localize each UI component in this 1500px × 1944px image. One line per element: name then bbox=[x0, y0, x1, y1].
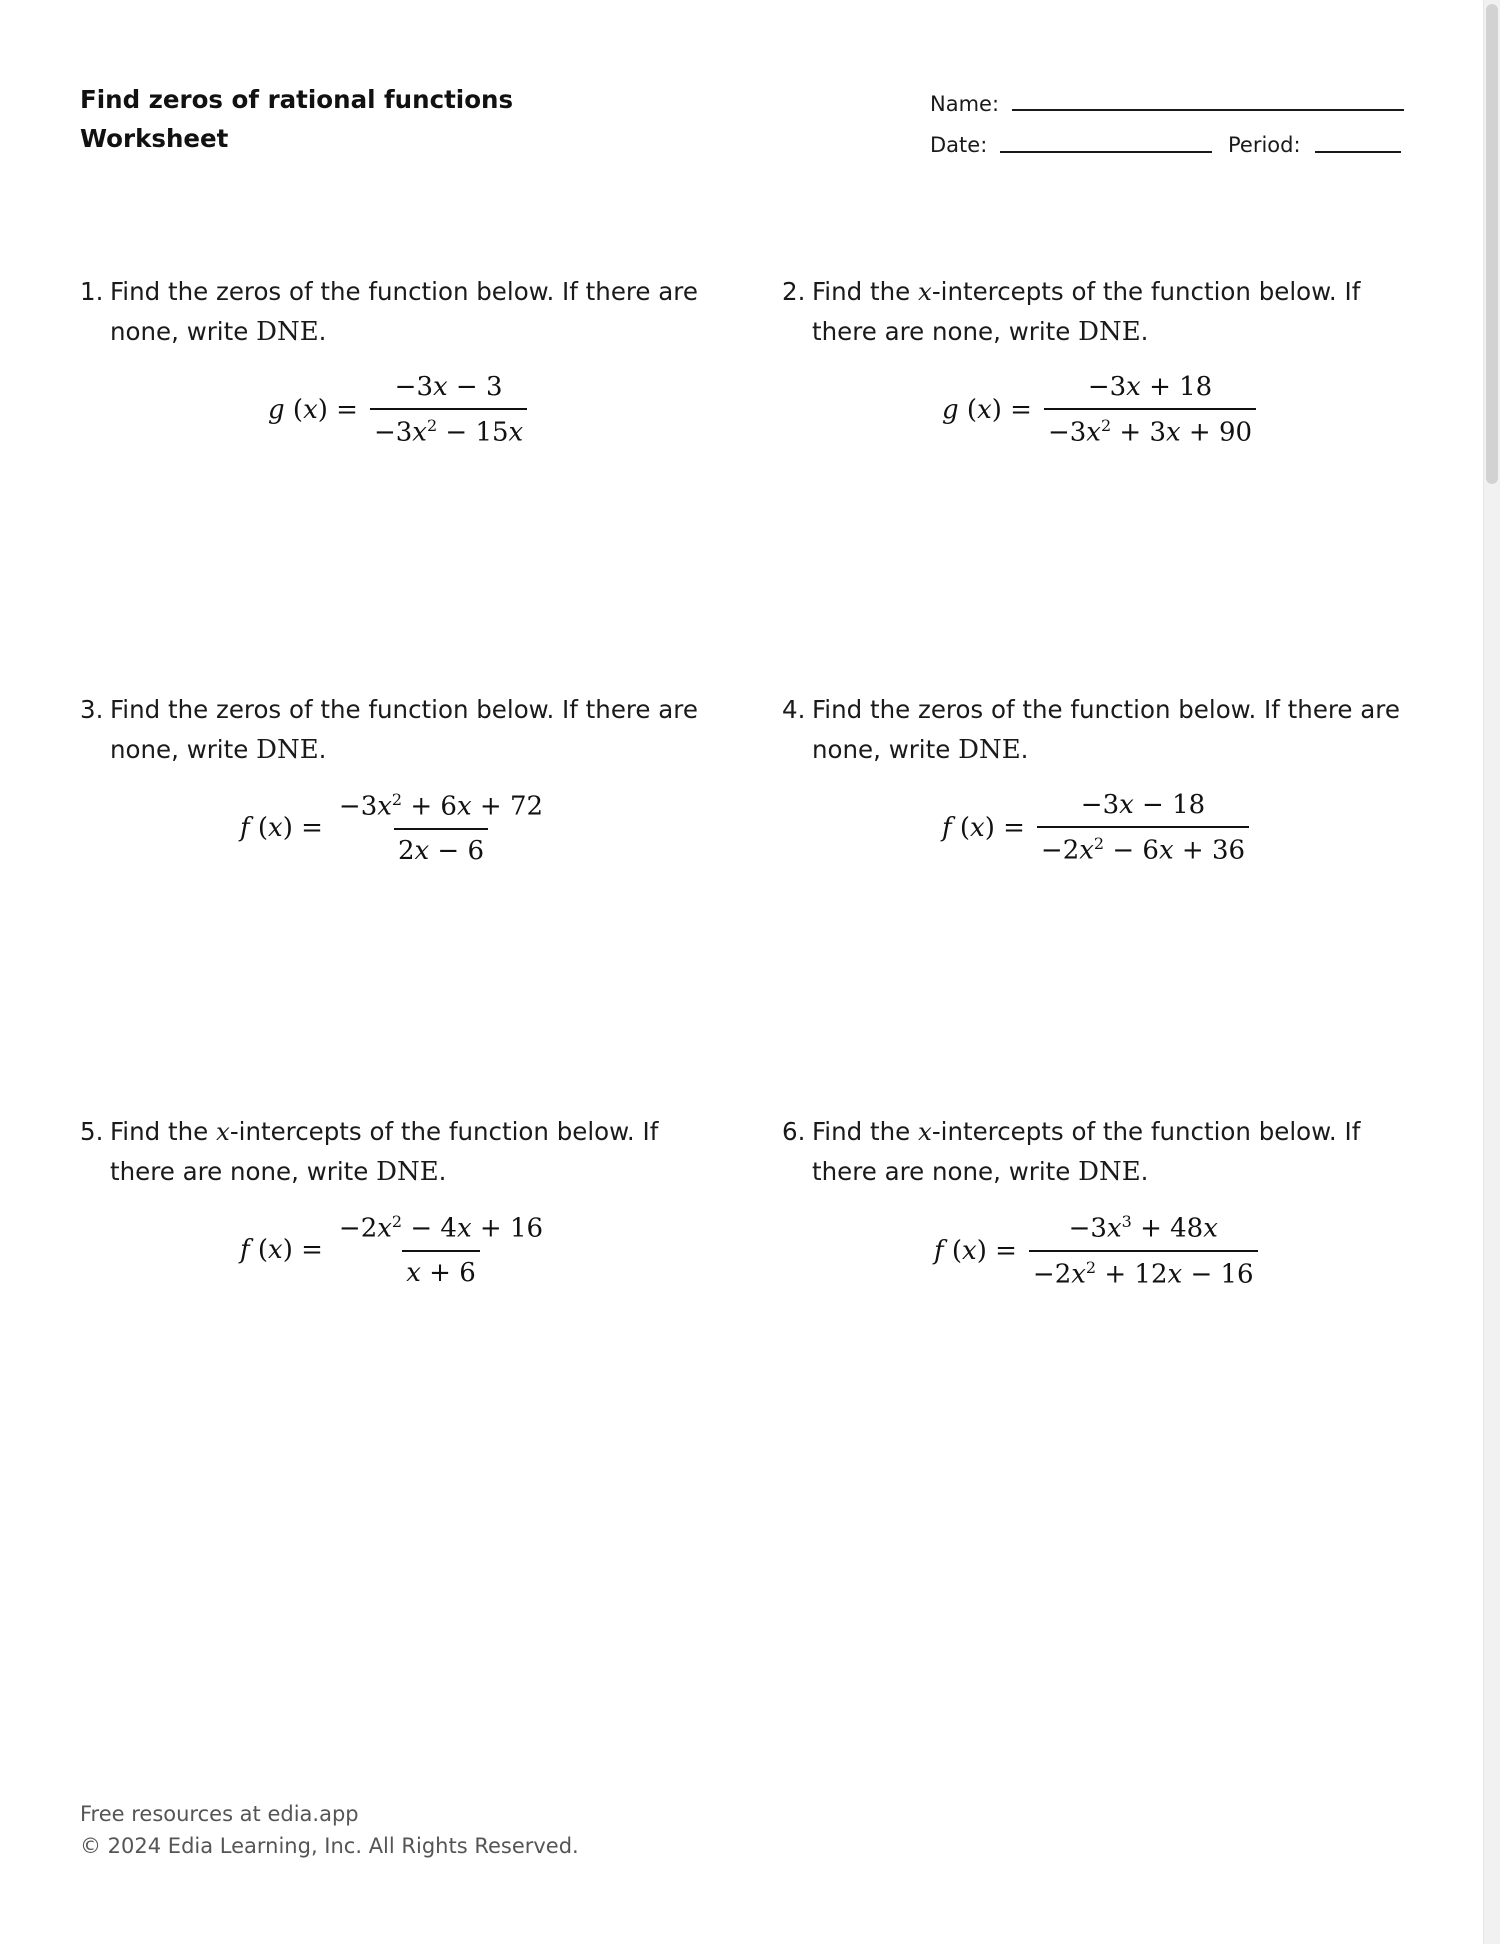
name-label: Name: bbox=[930, 92, 1000, 116]
problem-prompt: Find the zeros of the function below. If there are none, write DNE. bbox=[110, 277, 698, 347]
footer-copyright: © 2024 Edia Learning, Inc. All Rights Reserved. bbox=[80, 1834, 579, 1858]
date-field[interactable] bbox=[1000, 151, 1212, 153]
problem-5 bbox=[80, 1112, 700, 1192]
worksheet-title: Find zeros of rational functions bbox=[80, 85, 514, 114]
problem-number: 2. bbox=[782, 277, 806, 306]
problem-prompt: Find the x-intercepts of the function below. If there are none, write DNE. bbox=[110, 1117, 659, 1187]
name-field[interactable] bbox=[1012, 109, 1404, 111]
footer-resources: Free resources at edia.app bbox=[80, 1802, 359, 1826]
numerator: $-3x^2 + 6x + 72$ bbox=[338, 790, 544, 822]
problem-prompt: Find the x-intercepts of the function below. If there are none, write DNE. bbox=[812, 1117, 1361, 1187]
period-field[interactable] bbox=[1315, 151, 1401, 153]
problem-number: 5. bbox=[80, 1117, 104, 1146]
denominator: $-2x^2 - 6x + 36$ bbox=[1037, 826, 1249, 866]
problem-2-equation: g (x) = $\frac{-3x + 18}{-3x^2 + 3x + 90}$ bbox=[942, 372, 1256, 448]
problem-prompt: Find the zeros of the function below. If there are none, write DNE. bbox=[110, 695, 698, 765]
problem-3 bbox=[80, 690, 700, 770]
problem-4-equation: f (x) = $\frac{-3x - 18}{-2x^2 - 6x + 36}$ bbox=[942, 790, 1249, 866]
problem-number: 6. bbox=[782, 1117, 806, 1146]
denominator: x + 6 bbox=[402, 1250, 480, 1288]
problem-6 bbox=[782, 1112, 1402, 1192]
numerator: −3x − 18 bbox=[1080, 790, 1206, 820]
numerator: −3x − 3 bbox=[394, 372, 503, 402]
scrollbar-thumb[interactable] bbox=[1486, 4, 1498, 484]
denominator: $-3x^2 + 3x + 90$ bbox=[1044, 408, 1256, 448]
problem-6-equation: f (x) = $\frac{-3x^3 + 48x}{-2x^2 + 12x - 16}$ bbox=[934, 1212, 1258, 1289]
vertical-scrollbar[interactable] bbox=[1483, 0, 1500, 1944]
problem-5-equation: f (x) = $\frac{-2x^2 - 4x + 16}{x + 6}$ bbox=[240, 1212, 547, 1288]
problem-1-equation: g (x) = $\frac{-3x - 3}{-3x^2 - 15x}$ bbox=[268, 372, 527, 448]
period-label: Period: bbox=[1228, 133, 1301, 157]
problem-2 bbox=[782, 272, 1402, 352]
denominator: $-2x^2 + 12x - 16$ bbox=[1029, 1250, 1258, 1290]
worksheet-subtitle: Worksheet bbox=[80, 124, 229, 153]
problem-4 bbox=[782, 690, 1402, 770]
problem-prompt: Find the zeros of the function below. If there are none, write DNE. bbox=[812, 695, 1400, 765]
denominator: 2x − 6 bbox=[394, 828, 488, 866]
numerator: $-2x^2 - 4x + 16$ bbox=[338, 1212, 544, 1244]
problem-1 bbox=[80, 272, 700, 352]
problem-prompt: Find the x-intercepts of the function below. If there are none, write DNE. bbox=[812, 277, 1361, 347]
problem-number: 1. bbox=[80, 277, 104, 306]
problem-number: 3. bbox=[80, 695, 104, 724]
denominator: $-3x^2 - 15x$ bbox=[370, 408, 527, 448]
numerator: −3x + 18 bbox=[1087, 372, 1213, 402]
problem-3-equation: f (x) = $\frac{-3x^2 + 6x + 72}{2x - 6}$ bbox=[240, 790, 547, 866]
date-label: Date: bbox=[930, 133, 988, 157]
numerator: $-3x^3 + 48x$ bbox=[1068, 1212, 1218, 1244]
problem-number: 4. bbox=[782, 695, 806, 724]
